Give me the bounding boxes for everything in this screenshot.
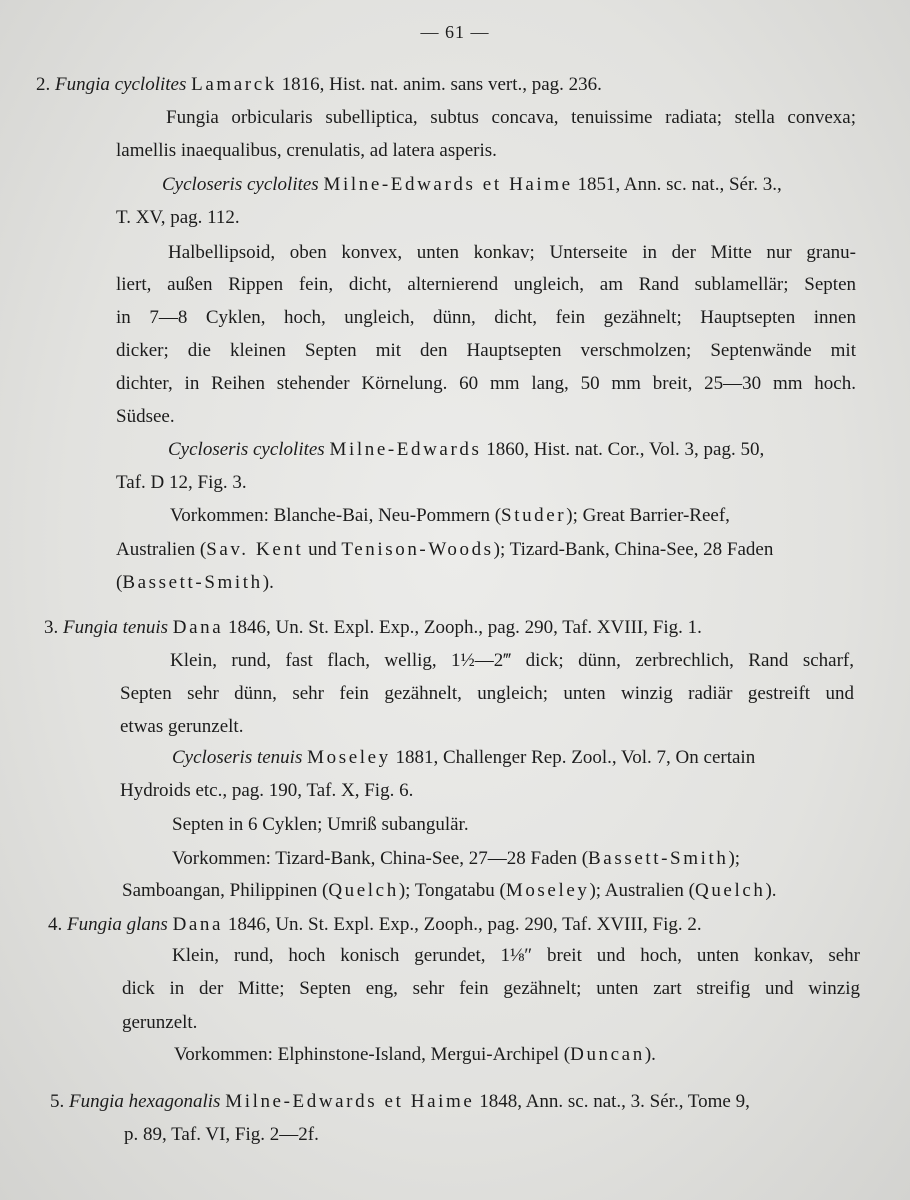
species-name: Fungia cyclolites bbox=[55, 74, 187, 95]
text-line: Klein, rund, hoch konisch gerundet, 1⅛″ breit und hoch, unten konkav, sehr bbox=[172, 945, 860, 966]
text-line: lamellis inaequalibus, crenulatis, ad latera asperis. bbox=[116, 140, 497, 161]
synonym-line bbox=[162, 172, 782, 198]
text-line: dichter, in Reihen stehender Körnelung. 60 mm lang, 50 mm breit, 25—30 mm hoch. bbox=[116, 373, 856, 394]
author: Milne-Edwards et Haime bbox=[225, 1091, 475, 1112]
entry-number: 3. bbox=[44, 617, 59, 638]
collector: Quelch bbox=[328, 880, 399, 901]
occurrence-text: Samboangan, Philippinen ( bbox=[122, 880, 329, 901]
occurrence-line bbox=[170, 503, 730, 529]
occurrence-line bbox=[116, 570, 274, 596]
text-line: Taf. D 12, Fig. 3. bbox=[116, 472, 247, 493]
occurrence-text: Vorkommen: Elphinstone-Island, Mergui-Archipel ( bbox=[174, 1044, 571, 1065]
species-name: Fungia tenuis bbox=[63, 617, 169, 638]
occurrence-text: ); bbox=[728, 848, 741, 869]
occurrence-text: Vorkommen: Blanche-Bai, Neu-Pommern ( bbox=[170, 505, 502, 526]
entry-number: 4. bbox=[48, 914, 63, 935]
text-line: Fungia orbicularis subelliptica, subtus concava, tenuissime radiata; stella convexa; bbox=[166, 107, 856, 128]
synonym-line bbox=[172, 745, 755, 771]
citation: 1846, Un. St. Expl. Exp., Zooph., pag. 290, Taf. XVIII, Fig. 2. bbox=[227, 914, 702, 935]
occurrence-text: ); Tongatabu ( bbox=[398, 880, 506, 901]
author: Moseley bbox=[307, 747, 391, 768]
author: Dana bbox=[172, 617, 224, 638]
author: Milne-Edwards bbox=[329, 439, 482, 460]
species-name: Fungia glans bbox=[67, 914, 168, 935]
text-line: gerunzelt. bbox=[122, 1012, 198, 1033]
text-line: Klein, rund, fast flach, wellig, 1½—2‴ dick; dünn, zerbrechlich, Rand scharf, bbox=[170, 650, 854, 671]
synonym-name: Cycloseris tenuis bbox=[172, 747, 303, 768]
entry-2-heading bbox=[36, 72, 602, 98]
entry-3-heading bbox=[44, 615, 702, 641]
citation: 1846, Un. St. Expl. Exp., Zooph., pag. 290, Taf. XVIII, Fig. 1. bbox=[228, 617, 702, 638]
occurrence-text: ). bbox=[765, 880, 777, 901]
citation: 1860, Hist. nat. Cor., Vol. 3, pag. 50, bbox=[486, 439, 765, 460]
entry-4-heading bbox=[48, 912, 702, 938]
text-line: dicker; die kleinen Septen mit den Hauptsepten verschmolzen; Septenwände mit bbox=[116, 340, 856, 361]
author: Dana bbox=[172, 914, 224, 935]
occurrence-text: Australien ( bbox=[116, 539, 207, 560]
occurrence-text: ). bbox=[262, 572, 274, 593]
page-number: — 61 — bbox=[420, 22, 490, 42]
collector: Duncan bbox=[570, 1044, 645, 1065]
citation: 1848, Ann. sc. nat., 3. Sér., Tome 9, bbox=[479, 1091, 750, 1112]
citation: 1851, Ann. sc. nat., Sér. 3., bbox=[577, 174, 782, 195]
text-line: p. 89, Taf. VI, Fig. 2—2f. bbox=[124, 1124, 319, 1145]
occurrence-text: ); Tizard-Bank, China-See, 28 Faden bbox=[493, 539, 774, 560]
entry-5-heading bbox=[50, 1089, 750, 1115]
collector: Sav. Kent bbox=[206, 539, 304, 560]
occurrence-line bbox=[172, 846, 740, 872]
occurrence-text: ); Australien ( bbox=[589, 880, 695, 901]
text-line: Septen in 6 Cyklen; Umriß subangulär. bbox=[172, 814, 469, 835]
occurrence-line bbox=[122, 878, 777, 904]
author: Lamarck bbox=[191, 74, 277, 95]
occurrence-text: ); Great Barrier-Reef, bbox=[566, 505, 730, 526]
author: Milne-Edwards et Haime bbox=[323, 174, 573, 195]
collector: Tenison-Woods bbox=[341, 539, 494, 560]
synonym-name: Cycloseris cyclolites bbox=[162, 174, 319, 195]
collector: Moseley bbox=[505, 880, 590, 901]
collector: Studer bbox=[501, 505, 567, 526]
occurrence-line bbox=[116, 537, 773, 563]
text-line: Septen sehr dünn, sehr fein gezähnelt, ungleich; unten winzig radiär gestreift und bbox=[120, 683, 854, 704]
collector: Quelch bbox=[695, 880, 766, 901]
synonym-name: Cycloseris cyclolites bbox=[168, 439, 325, 460]
occurrence-line bbox=[174, 1042, 656, 1068]
occurrence-text: ). bbox=[644, 1044, 656, 1065]
collector: Bassett-Smith bbox=[122, 572, 263, 593]
occurrence-text: Vorkommen: Tizard-Bank, China-See, 27—28 Faden ( bbox=[172, 848, 589, 869]
text-line: Hydroids etc., pag. 190, Taf. X, Fig. 6. bbox=[120, 780, 414, 801]
entry-number: 5. bbox=[50, 1091, 65, 1112]
text-line: dick in der Mitte; Septen eng, sehr fein gezähnelt; unten zart streifig und winzig bbox=[122, 978, 860, 999]
synonym-line bbox=[168, 437, 764, 463]
species-name: Fungia hexagonalis bbox=[69, 1091, 221, 1112]
occurrence-text: ( bbox=[116, 572, 123, 593]
text-line: in 7—8 Cyklen, hoch, ungleich, dünn, dicht, fein gezähnelt; Hauptsepten innen bbox=[116, 307, 856, 328]
citation: 1881, Challenger Rep. Zool., Vol. 7, On certain bbox=[395, 747, 756, 768]
text-line: etwas gerunzelt. bbox=[120, 716, 244, 737]
citation: 1816, Hist. nat. anim. sans vert., pag. 236. bbox=[281, 74, 602, 95]
entry-number: 2. bbox=[36, 74, 51, 95]
collector: Bassett-Smith bbox=[588, 848, 729, 869]
text-line: Südsee. bbox=[116, 406, 175, 427]
text-line: Halbellipsoid, oben konvex, unten konkav; Unterseite in der Mitte nur granu- bbox=[168, 242, 856, 263]
text-line: T. XV, pag. 112. bbox=[116, 207, 240, 228]
text-line: liert, außen Rippen fein, dicht, alternierend ungleich, am Rand sublamellär; Septen bbox=[116, 274, 856, 295]
occurrence-text: und bbox=[303, 539, 342, 560]
